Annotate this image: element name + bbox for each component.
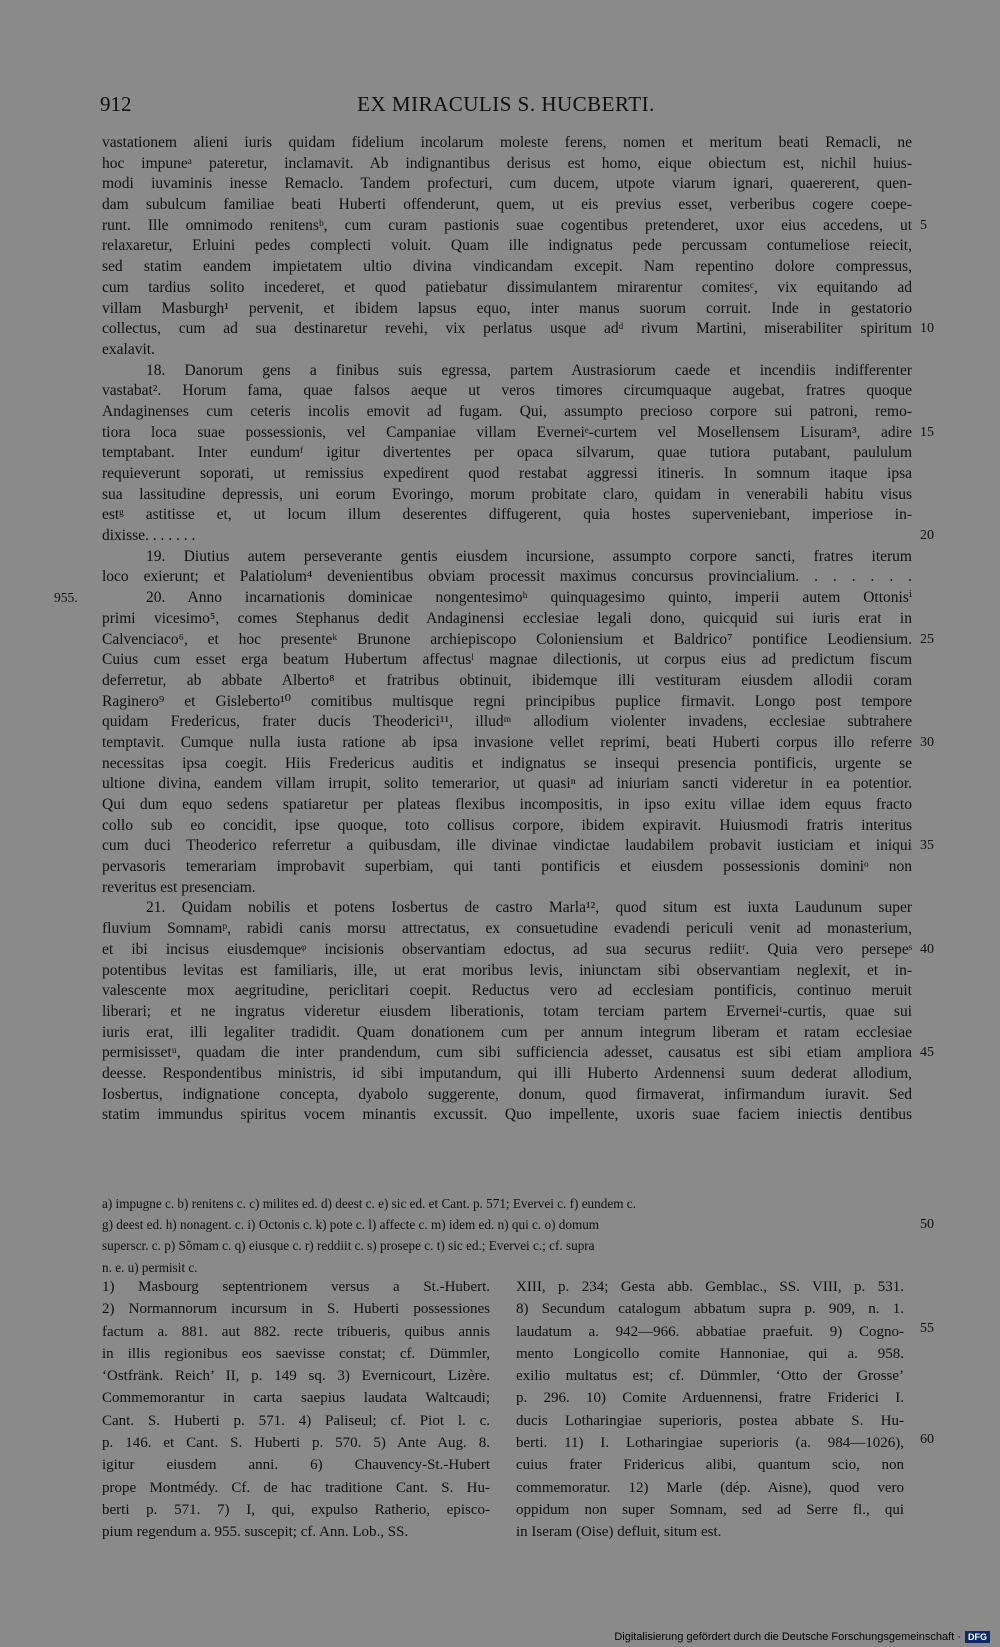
footnote-line: 8) Secundum catalogum abbatum supra p. 909, n. 1. — [516, 1301, 904, 1318]
text-line-content: Iosbertus, indignatione concepta, dyabolo suggerente, donum, quod firmaverat, infirmandum iuravit. Sed — [102, 1085, 912, 1103]
text-line-content: deferretur, ab abbate Alberto⁸ et fratribus obtinuit, ibidemque illi vestituram eiusdem allodii coram — [102, 671, 912, 689]
footnote-line: 1) Masbourg septentrionem versus a St.-Hubert. — [102, 1279, 490, 1295]
text-line-content: sed statim eandem impietatem ultio divina vindicandam excepit. Nam repentino dolore compressus, — [102, 258, 912, 276]
text-line — [102, 278, 912, 299]
text-line-content: liberari; et ne ingratus videretur eiusdem liberationis, totam terciam partem Erverneiᵗ-curtis, quae sui — [102, 1002, 912, 1020]
line-number: 5 — [920, 217, 927, 233]
footnote-line: ‘Ostfränk. Reich’ II, p. 149 sq. 3) Evernicourt, Lizère. — [102, 1368, 490, 1385]
text-line — [102, 547, 912, 568]
text-line-content: modi iuvaminis inesse Remaclo. Tandem profecturi, cum ducem, utpote viarum ignari, quaererent, quen- — [102, 175, 912, 193]
text-line-content: primi vicesimo⁵, comes Stephanus dedit Andaginensi ecclesiae legali dono, quicquid sui iuris erat in — [102, 609, 912, 627]
line-number: 15 — [920, 424, 934, 440]
text-line-content: runt. Ille omnimodo renitensᵇ, cum curam pastionis suae cogentibus pretenderet, uxor eius accedens, ut — [102, 216, 912, 234]
footnote-line: berti. 11) I. Lotharingiae superioris (a. 984—1026), — [516, 1435, 904, 1452]
text-line-content: estᵍ astitisse et, ut locum illum deserentes diffugerent, quia hostes superveniebant, imperiose in- — [102, 506, 912, 524]
text-line — [102, 464, 912, 485]
line-number: 10 — [920, 321, 934, 337]
footer — [614, 1631, 990, 1643]
text-line — [102, 981, 912, 1002]
text-line — [102, 774, 912, 795]
line-number: 50 — [920, 1217, 934, 1233]
footer-text: Digitalisierung gefördert durch die Deutsche Forschungsgemeinschaft · — [614, 1631, 961, 1643]
text-line-content: Cuius cum esset erga beatum Hubertum affectusˡ magnae dilectionis, ut corpus eius ad predictum fiscum — [102, 651, 912, 669]
text-line — [102, 692, 912, 713]
text-line-content: iuris erat, illi legaliter tradidit. Quam donationem cum per annum integrum liberam et ratam ecclesiae — [102, 1023, 912, 1041]
text-line — [102, 319, 934, 340]
apparatus-text: a) impugne c. b) renitens c. c) milites ed. d) deest c. e) sic ed. et Cant. p. 571; Evervei c. f) eundem c. — [102, 1196, 636, 1211]
text-line — [102, 816, 912, 837]
text-line-content: collo sub eo concidit, ipse quoque, toto collisus corpore, ibidem expiravit. Huiusmodi fratris interitus — [102, 816, 912, 834]
apparatus-line — [102, 1257, 912, 1278]
text-line — [102, 919, 912, 940]
text-line — [102, 485, 912, 506]
line-number: 35 — [920, 838, 934, 854]
text-line-content: valescente mox aegritudine, periclitari coepit. Reductus vero ad ecclesiam pontificis, continuo meruit — [102, 982, 912, 1000]
footnote-line: exilio multatus est; cf. Dümmler, ‘Otto der Grosse’ — [516, 1368, 904, 1385]
footnote-line: in Iseram (Oise) defluit, situm est. — [516, 1524, 722, 1541]
main-text — [54, 133, 934, 1126]
apparatus-line — [102, 1235, 912, 1256]
footnote-line: XIII, p. 234; Gesta abb. Gemblac., SS. VIII, p. 531. — [516, 1279, 904, 1295]
line-number: 40 — [920, 941, 934, 957]
text-line — [102, 505, 912, 526]
text-line-content: relaxaretur, Erluini pedes complecti voluit. Quam ille indignatus pede percussam contumeliose reiecit, — [102, 237, 912, 255]
text-line-content: villam Masburgh¹ pervenit, et ibidem lapsus equo, inter manus suorum corruit. Inde in gestatorio — [102, 299, 912, 317]
text-line — [102, 154, 912, 175]
text-line-content: potentibus levitas est familiaris, ille, ut erat moribus levis, iniunctam sibi observantiam neglexit, et in- — [102, 961, 912, 979]
apparatus-text: g) deest ed. h) nonagent. c. i) Octonis c. k) pote c. l) affecte c. m) idem ed. n) qui c. o) domum — [102, 1217, 600, 1233]
text-line — [102, 754, 912, 775]
margin-year: 955. — [54, 590, 78, 606]
text-line-content: vastabat². Horum fama, quae falsos aeque ut veros timores circumquaque augebat, fratres quoque — [102, 382, 912, 400]
apparatus-text: superscr. c. p) Sõmam c. q) eiusque c. r) reddiit c. s) prosepe c. t) sic ed.; Evervei c.; cf. supra — [102, 1238, 595, 1254]
text-line-content: dixisse. . . . . . . — [102, 527, 196, 545]
text-line — [102, 299, 912, 320]
apparatus-line — [102, 1214, 934, 1235]
text-line-content: vastationem alieni iuris quidam fidelium incolarum moleste ferens, nomen et meritum beati Remacli, ne — [102, 134, 912, 151]
apparatus-text: n. e. u) permisit c. — [102, 1259, 198, 1275]
text-line — [102, 733, 934, 754]
text-line-content: deesse. Respondentibus ministris, id sibi imputandum, qui illi Huberto Ardennensi suum dederat allodium, — [102, 1064, 912, 1082]
text-line — [54, 588, 912, 609]
footnotes-right-column — [516, 1276, 904, 1544]
text-line-content: exalavit. — [102, 340, 155, 358]
text-line — [102, 857, 912, 878]
line-number: 45 — [920, 1045, 934, 1061]
page-header — [100, 92, 912, 126]
text-line — [102, 526, 934, 547]
footnote-line: pium regendum a. 955. suscepit; cf. Ann. Lob., SS. — [102, 1524, 409, 1541]
text-line — [102, 195, 912, 216]
text-line-content: 18. Danorum gens a finibus suis egressa, partem Austrasiorum caede et incendiis indifferenter — [146, 361, 912, 379]
text-line — [102, 1105, 912, 1126]
text-line-content: temptabant. Inter eundumᶠ igitur divertentes per opaca silvarum, quae tutiora putabant, paululum — [102, 444, 912, 462]
footnotes-left-column — [102, 1276, 490, 1544]
line-number: 30 — [920, 734, 934, 750]
text-line — [102, 1002, 912, 1023]
footnote-line: Commemorantur in carta saepius laudata Waltcaudi; — [102, 1390, 490, 1407]
text-line — [102, 650, 912, 671]
text-line — [102, 381, 912, 402]
text-line-content: sua lassitudine depressis, uni eorum Evoringo, morum probitate claro, quidam in venerabili habitu visus — [102, 485, 912, 503]
text-line — [102, 174, 912, 195]
text-line — [102, 836, 934, 857]
line-number: 60 — [920, 1432, 934, 1448]
running-title: EX MIRACULIS S. HUCBERTI. — [357, 92, 655, 116]
text-line-content: cum tardius solito incederet, et quod patiebatur dissimulantem mirarentur comitesᶜ, vix equitando ad — [102, 278, 912, 296]
text-line — [102, 257, 912, 278]
text-line — [102, 1085, 912, 1106]
text-line-content: quidam Fredericus, frater ducis Theoderici¹¹, illudᵐ allodium violenter invadens, ecclesiae subtrahere — [102, 713, 912, 731]
text-line-content: cum duci Theoderico referretur a quibusdam, ille divinae vindictae laudabilem probavit iusticiam et iniqui — [102, 837, 912, 855]
text-line-content: 20. Anno incarnationis dominicae nongentesimoʰ quinquagesimo quinto, imperii autem Ottonisⁱ — [146, 589, 912, 607]
text-line-content: temptavit. Cumque nulla iusta ratione ab ipsa invasione vellet reprimi, beati Huberti corpus illo referre — [102, 733, 912, 751]
text-line-content: Raginero⁹ et Gisleberto¹⁰ comitibus multisque regni principibus puplice firmavit. Longo post tempore — [102, 692, 912, 710]
footnote-line: oppidum non super Somnam, sed ad Serre fl., qui — [516, 1501, 904, 1518]
text-line — [102, 1043, 934, 1064]
text-line — [102, 423, 934, 444]
footnote-line: prope Montmédy. Cf. de hac traditione Cant. S. Hu- — [102, 1479, 490, 1496]
text-line — [102, 216, 927, 237]
text-line-content: loco exierunt; et Palatiolum⁴ devenientibus obviam processit maximus concursus provincialium. . . . . . . — [102, 568, 912, 586]
footnote-line: commemoratur. 12) Marle (dép. Aisne), quod vero — [516, 1479, 904, 1496]
footnote-line: igitur eiusdem anni. 6) Chauvency-St.-Hubert — [102, 1457, 490, 1474]
text-line-content: ultione divina, eandem villam irrupit, solito temerarior, ut quasiⁿ ad iniuriam sancti videretur in ea potentior. — [102, 775, 912, 793]
dfg-logo: DFG — [965, 1631, 990, 1643]
footnote-line: Cant. S. Huberti p. 571. 4) Paliseul; cf. Piot l. c. — [102, 1412, 490, 1429]
text-line — [102, 567, 912, 588]
text-line — [102, 671, 912, 692]
critical-apparatus — [102, 1193, 934, 1278]
text-line — [102, 402, 912, 423]
text-line-content: reveritus est presenciam. — [102, 878, 256, 896]
apparatus-line — [102, 1193, 912, 1214]
text-line — [102, 133, 912, 154]
text-line-content: requieverunt soporati, ut remissius expedirent quod restabat aggressi itineris. In somnum itaque ipsa — [102, 465, 912, 482]
text-line-content: dam subulcum familiae beati Huberti offenderunt, quem, ut eis previus esset, verberibus cogere coepe- — [102, 196, 912, 214]
text-line-content: statim immundus spiritus vocem minantis excussit. Quo impellente, uxoris suae faciem iniectis dentibus — [102, 1106, 912, 1124]
text-line-content: 21. Quidam nobilis et potens Iosbertus de castro Marla¹², quod situm est iuxta Laudunum super — [146, 899, 912, 917]
footnote-line: 2) Normannorum incursum in S. Huberti possessiones — [102, 1301, 490, 1318]
footnote-line: laudatum a. 942—966. abbatiae praefuit. 9) Cogno- — [516, 1323, 904, 1340]
text-line — [102, 609, 912, 630]
text-line-content: Qui dum equo sedens spatiaretur per plateas flexibus incompositis, in ipso exitu villae idem equus fracto — [102, 796, 912, 813]
text-line — [102, 1064, 912, 1085]
text-line-content: Calvenciaco⁶, et hoc presenteᵏ Brunone archiepiscopo Coloniensium et Baldrico⁷ pontifice Leodiensium. — [102, 630, 912, 648]
text-line — [102, 340, 912, 361]
footnote-line: in illis regionibus eos saevisse constat; cf. Dümmler, — [102, 1345, 490, 1362]
footnote-line: ducis Lotharingiae superioris, postea abbate S. Hu- — [516, 1412, 904, 1429]
text-line — [102, 898, 912, 919]
footnote-line: p. 296. 10) Comite Arduennensi, fratre Friderici I. — [516, 1390, 904, 1407]
text-line-content: hoc impuneᵃ pateretur, inclamavit. Ab indignantibus derisus est homo, eique obiectum est, nichil huius- — [102, 154, 912, 172]
text-line — [102, 443, 912, 464]
text-line-content: necessitas ipsa coegit. Hiis Fredericus auditis et indignatus se insequi presencia pontificis, urgente se — [102, 754, 912, 772]
footnote-line: mento Longicollo comite Hannoniae, qui a. 958. — [516, 1345, 904, 1362]
text-line-content: pervasoris temerariam improbavit superbiam, qui tanti pontificis et eiusdem possessionis dominiᵒ non — [102, 858, 912, 876]
text-line-content: fluvium Somnamᵖ, rabidi canis morsu attrectatus, ex consuetudine evadendi periculi venit ad monasterium, — [102, 920, 912, 938]
text-line — [102, 795, 912, 816]
footnote-line: cuius frater Fridericus alibi, quantum scio, non — [516, 1457, 904, 1474]
text-line-content: collectus, cum ad sua destinaretur revehi, vix perlatus usque adᵈ rivum Martini, miserabiliter spiritum — [102, 320, 912, 338]
line-number: 20 — [920, 528, 934, 544]
footnote-line: p. 146. et Cant. S. Huberti p. 570. 5) Ante Aug. 8. — [102, 1435, 490, 1452]
text-line — [102, 712, 912, 733]
text-line — [102, 878, 912, 899]
text-line-content: tiora loca suae possessionis, vel Campaniae villam Everneiᵉ-curtem vel Mosellensem Lisuram³, adire — [102, 423, 912, 441]
footnote-line: factum a. 881. aut 882. recte tribueris, quibus annis — [102, 1323, 490, 1340]
text-line-content: permisissetᵘ, quadam die inter prandendum, cum sibi sufficiencia adesset, causatus est sibi etiam ampliora — [102, 1044, 912, 1062]
text-line-content: et ibi incisus eiusdemqueᵠ incisionis observantiam edoctus, ad sua securus rediitʳ. Quia vero persepeˢ — [102, 940, 912, 958]
line-number: 25 — [920, 631, 934, 647]
text-line — [102, 940, 934, 961]
text-line-content: 19. Diutius autem perseverante gentis eiusdem incursione, assumpto corpore sancti, fratres iterum — [146, 547, 912, 565]
text-line — [102, 961, 912, 982]
footnote-line: berti p. 571. 7) I, qui, expulso Ratherio, episco- — [102, 1501, 490, 1518]
text-line — [102, 236, 912, 257]
text-line — [102, 361, 912, 382]
text-line-content: Andaginenses cum ceteris incolis emovit ad fugam. Qui, assumpto precioso corpore sui patroni, remo- — [102, 402, 912, 420]
text-line — [102, 630, 934, 651]
line-number: 55 — [920, 1320, 934, 1336]
page-number: 912 — [100, 92, 132, 116]
text-line — [102, 1023, 912, 1044]
